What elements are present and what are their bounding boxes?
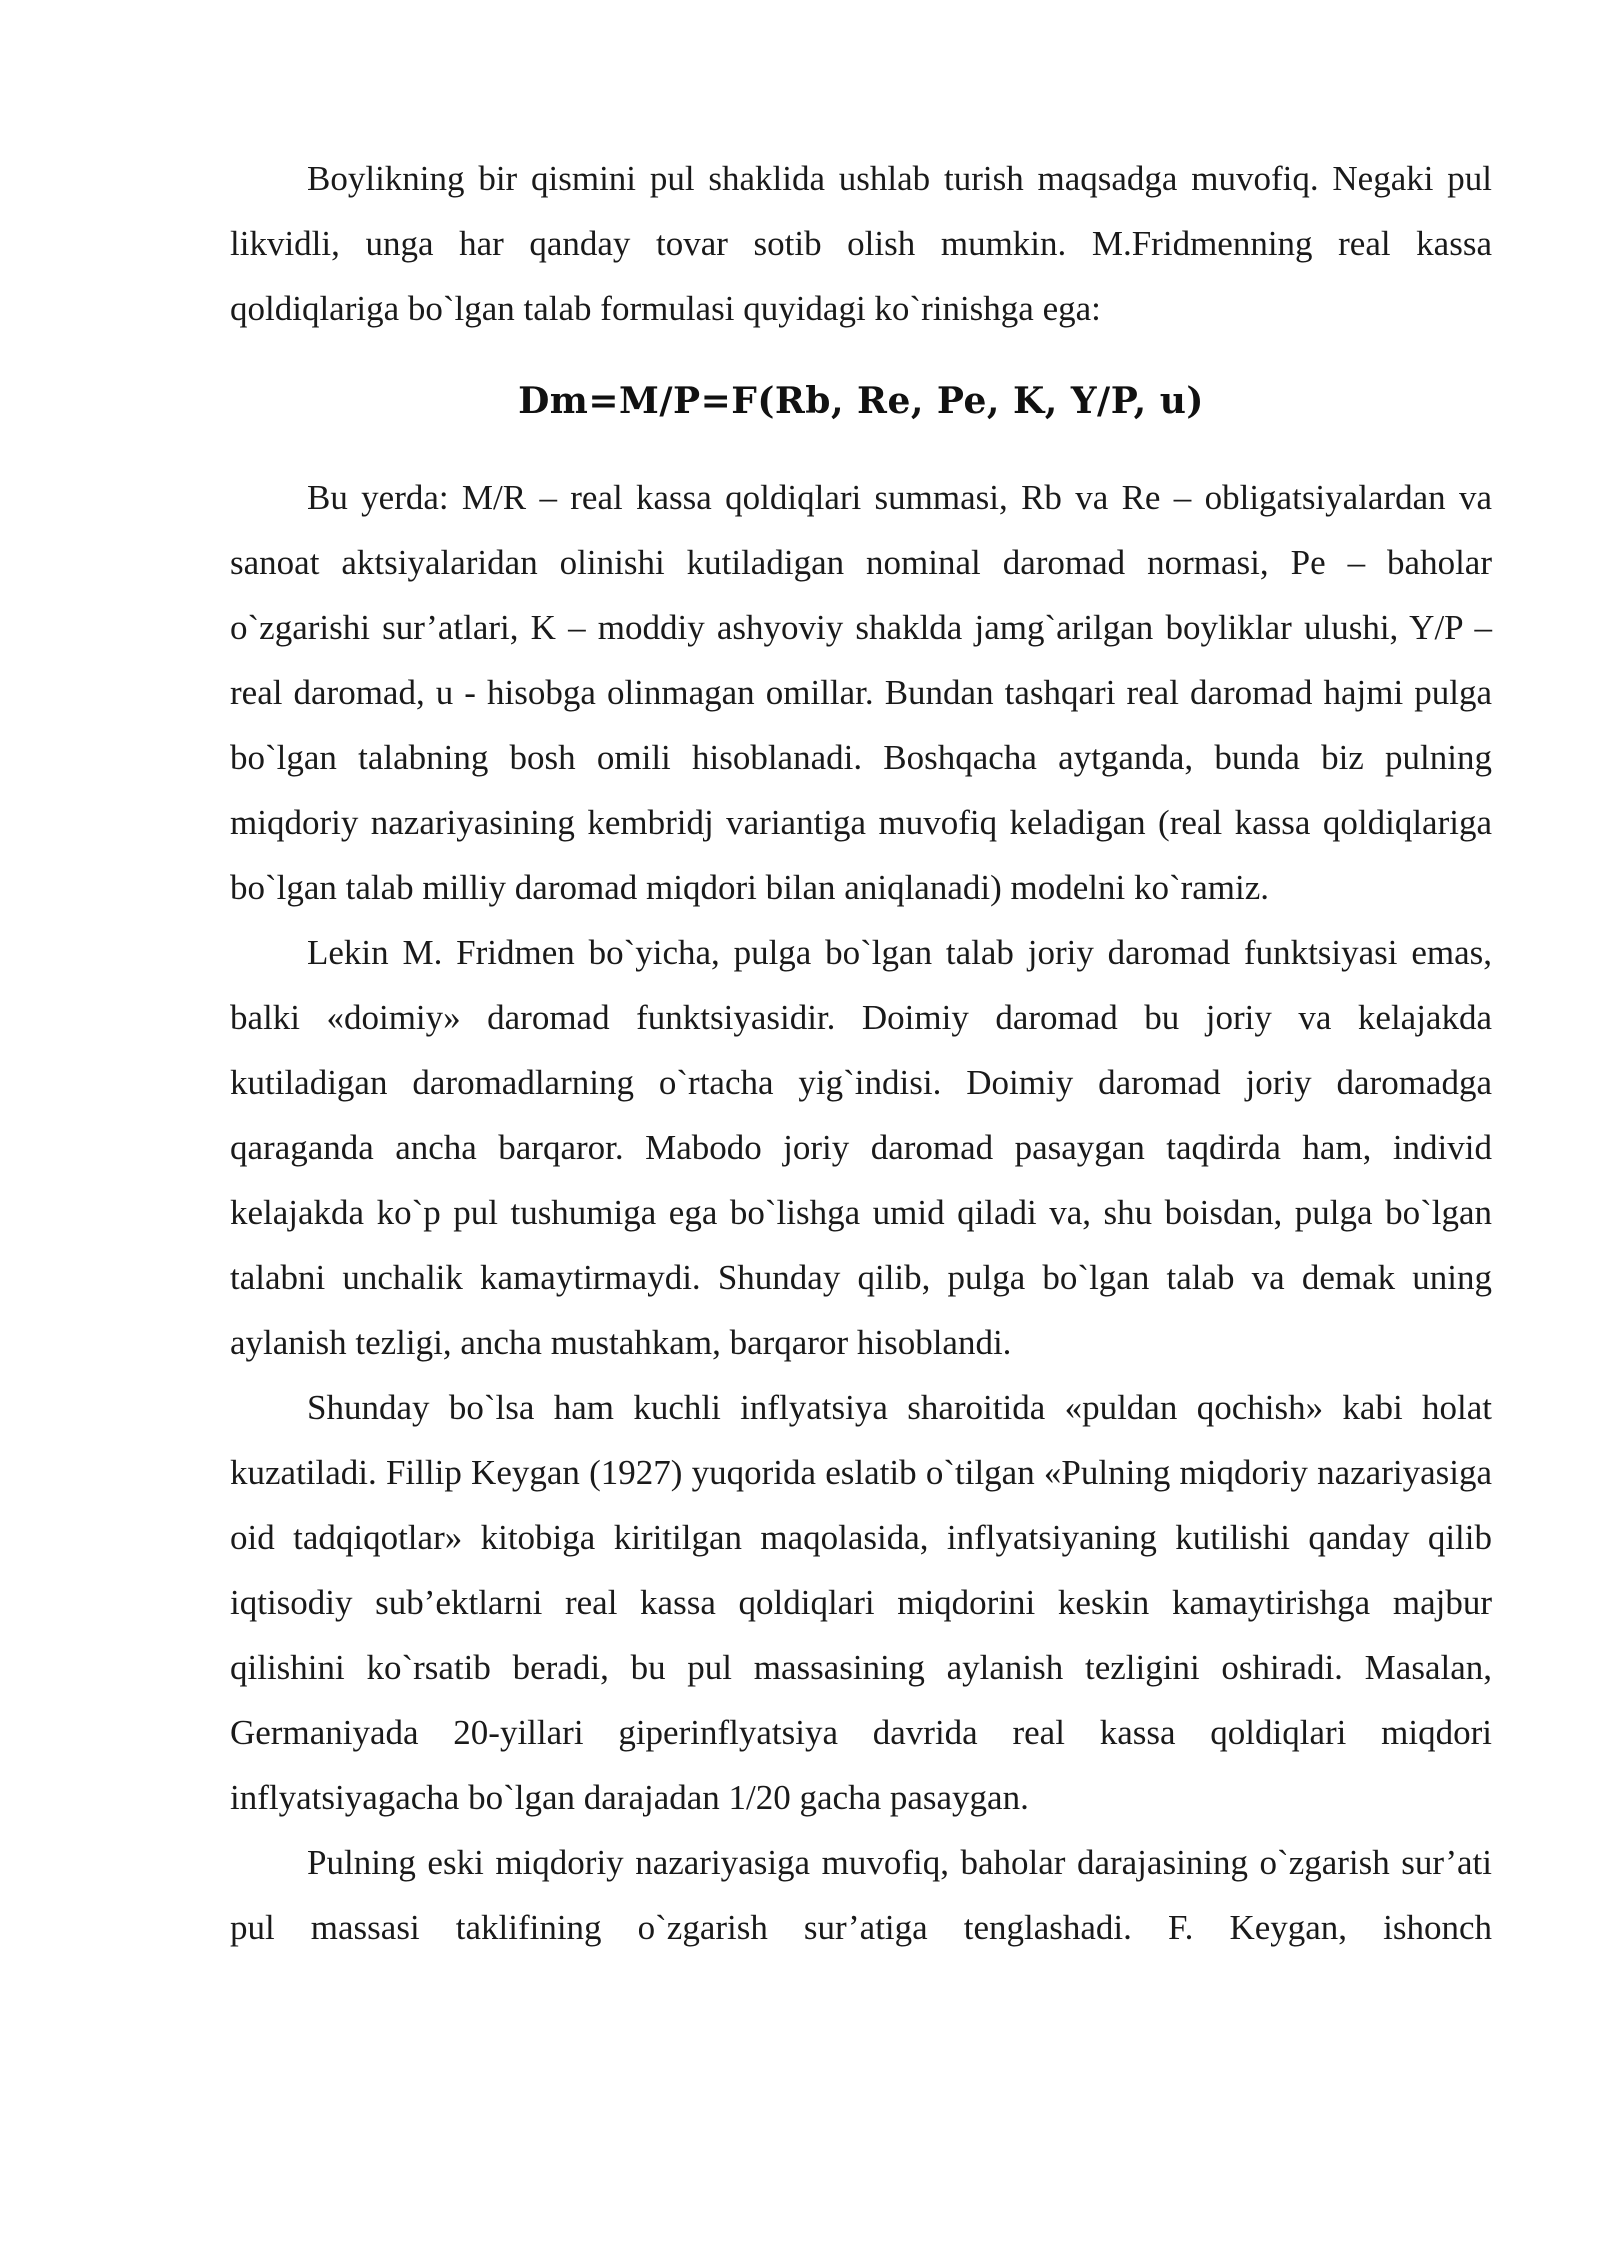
formula-demand-for-money: Dm=M/P=F(Rb, Re, Pe, K, Y/P, u) [518,380,1204,422]
paragraph-quantity-theory: Pulning eski miqdoriy nazariyasiga muvofiq, baholar darajasining o`zgarish sur’ati pul massasi taklifining o`zgarish sur’atiga tenglashadi. F. Keygan, ishonch [230,1843,1492,1947]
document-page [230,146,1492,1960]
paragraph-permanent-income: Lekin M. Fridmen bo`yicha, pulga bo`lgan talab joriy daromad funktsiyasi emas, balki «doimiy» daromad funktsiyasidir. Doimiy daromad bu joriy va kelajakda kutiladigan daromadlarning o`rtacha yig`indisi. Doimiy daromad joriy daromadga qaraganda ancha barqaror. Mabodo joriy daromad pasaygan taqdirda ham, individ kelajakda ko`p pul tushumiga ega bo`lishga umid qiladi va, shu boisdan, pulga bo`lgan talabni unchalik kamaytirmaydi. Shunday qilib, pulga bo`lgan talab va demak uning aylanish tezligi, ancha mustahkam, barqaror hisoblandi. [230,933,1492,1362]
paragraph-inflation: Shunday bo`lsa ham kuchli inflyatsiya sharoitida «puldan qochish» kabi holat kuzatiladi. Fillip Keygan (1927) yuqorida eslatib o`tilgan «Pulning miqdoriy nazariyasiga oid tadqiqotlar» kitobiga kiritilgan maqolasida, inflyatsiyaning kutilishi qanday qilib iqtisodiy sub’ektlarni real kassa qoldiqlari miqdorini keskin kamaytirishga majbur qilishini ko`rsatib beradi, bu pul massasining aylanish tezligini oshiradi. Masalan, Germaniyada 20-yillari giperinflyatsiya davrida real kassa qoldiqlari miqdori inflyatsiyagacha bo`lgan darajadan 1/20 gacha pasaygan. [230,1388,1492,1817]
paragraph-formula-explanation: Bu yerda: M/R – real kassa qoldiqlari summasi, Rb va Re – obligatsiyalardan va sanoat aktsiyalaridan olinishi kutiladigan nominal daromad normasi, Pe – baholar o`zgarishi sur’atlari, K – moddiy ashyoviy shaklda jamg`arilgan boyliklar ulushi, Y/P – real daromad, u - hisobga olinmagan omillar. Bundan tashqari real daromad hajmi pulga bo`lgan talabning bosh omili hisoblanadi. Boshqacha aytganda, bunda biz pulning miqdoriy nazariyasining kembridj variantiga muvofiq keladigan (real kassa qoldiqlariga bo`lgan talab milliy daromad miqdori bilan aniqlanadi) modelni ko`ramiz. [230,478,1492,907]
paragraph-intro: Boylikning bir qismini pul shaklida ushlab turish maqsadga muvofiq. Negaki pul likvidli, unga har qanday tovar sotib olish mumkin. M.Fridmenning real kassa qoldiqlariga bo`lgan talab formulasi quyidagi ko`rinishga ega: [230,159,1492,328]
